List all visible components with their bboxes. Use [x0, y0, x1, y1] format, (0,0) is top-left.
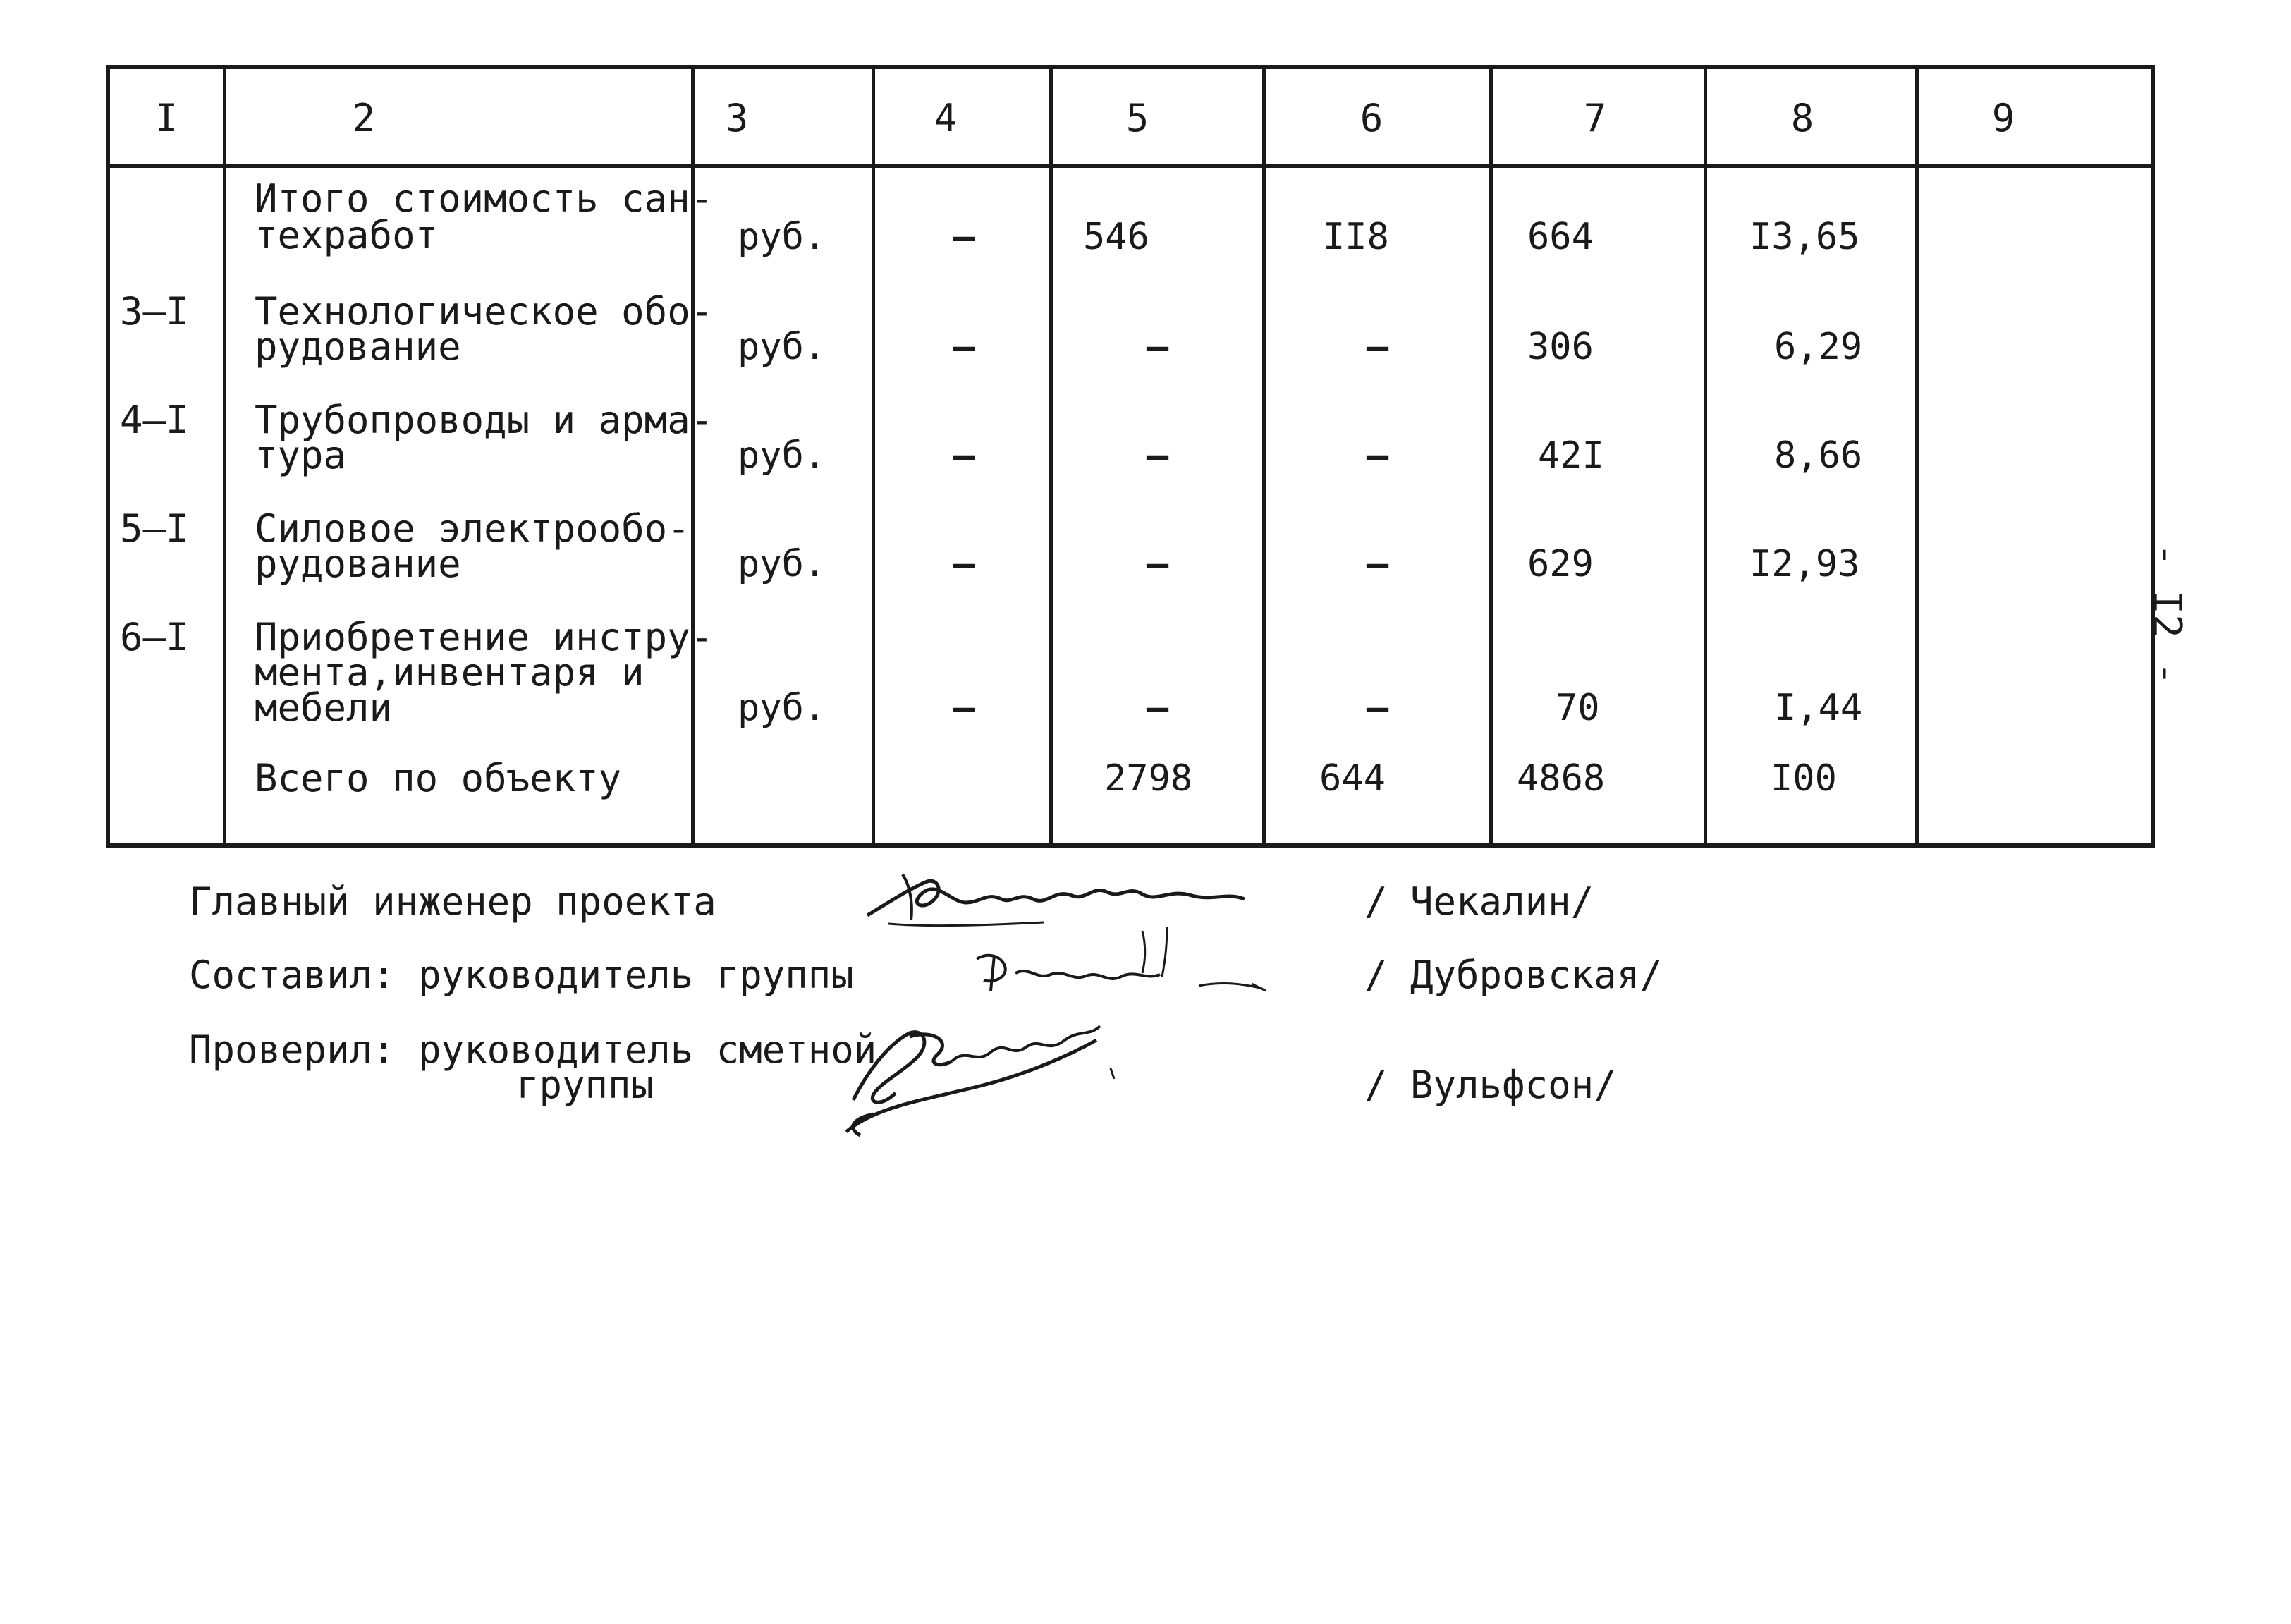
row-col6: – [1366, 687, 1389, 729]
row-col7: 664 [1527, 216, 1594, 258]
col-header-3: 3 [725, 96, 749, 140]
col-header-5: 5 [1125, 96, 1149, 140]
row-col6: II8 [1323, 216, 1389, 258]
row-col4: – [953, 687, 975, 729]
signature-role: Главный инженер проекта [189, 879, 716, 924]
row-code: 4–I [120, 398, 189, 442]
row-col7: 306 [1527, 326, 1594, 368]
row-col8: 6,29 [1774, 326, 1863, 368]
row-col7: 70 [1556, 687, 1600, 729]
row-code: 6–I [120, 615, 189, 659]
row-unit: руб. [738, 326, 826, 368]
row-col8: I,44 [1774, 687, 1863, 729]
signature-role-cont: группы [516, 1063, 654, 1107]
row-col8: 8,66 [1774, 434, 1863, 477]
page-number: - I2 - [2144, 543, 2189, 686]
col-divider [1489, 69, 1493, 843]
col-header-4: 4 [934, 96, 958, 140]
row-name-line: Силовое электрообо- [255, 506, 690, 551]
row-col7: 629 [1527, 543, 1594, 585]
row-name-line: Трубопроводы и арма- [255, 398, 714, 442]
total-col6: 644 [1319, 757, 1386, 800]
row-name-line: Итого стоимость сан- [255, 176, 714, 221]
row-name-line: мебели [255, 685, 393, 730]
col-header-1: I [154, 96, 178, 140]
signature-role: Составил: руководитель группы [189, 953, 854, 997]
total-col8: I00 [1771, 757, 1837, 800]
col-header-9: 9 [1991, 96, 2015, 140]
col-divider [1704, 69, 1707, 843]
row-col5: – [1146, 543, 1169, 585]
total-col7: 4868 [1517, 757, 1606, 800]
row-unit: руб. [738, 543, 826, 585]
col-header-8: 8 [1790, 96, 1814, 140]
row-name-line: рудование [255, 324, 461, 369]
row-code: 3–I [120, 289, 189, 334]
row-col4: – [953, 434, 975, 477]
row-col4: – [953, 216, 975, 258]
row-col5: – [1146, 687, 1169, 729]
cost-table [106, 65, 2155, 848]
total-col5: 2798 [1104, 757, 1193, 800]
row-code: 5–I [120, 506, 189, 551]
row-name-line: техработ [255, 213, 439, 257]
total-label: Всего по объекту [255, 756, 622, 800]
row-col6: – [1366, 326, 1389, 368]
row-unit: руб. [738, 687, 826, 729]
row-col7: 42I [1538, 434, 1604, 477]
row-col5: – [1146, 434, 1169, 477]
row-col5: 546 [1083, 216, 1149, 258]
row-col8: I2,93 [1749, 543, 1860, 585]
row-unit: руб. [738, 434, 826, 477]
row-col6: – [1366, 434, 1389, 477]
signature-role: Проверил: руководитель сметной [189, 1027, 877, 1072]
row-col4: – [953, 543, 975, 585]
row-name-line: мента,инвентаря и [255, 650, 644, 695]
row-col5: – [1146, 326, 1169, 368]
signature-name: / Чекалин/ [1364, 879, 1594, 924]
row-name-line: Технологическое обо- [255, 289, 714, 334]
row-name-line: Приобретение инстру- [255, 615, 714, 659]
col-header-6: 6 [1360, 96, 1383, 140]
row-name-line: рудование [255, 542, 461, 586]
signature-name: / Вульфсон/ [1364, 1063, 1617, 1107]
col-header-7: 7 [1583, 96, 1607, 140]
col-header-2: 2 [352, 96, 376, 140]
col-divider [1915, 69, 1919, 843]
row-col4: – [953, 326, 975, 368]
handwritten-signature [832, 1001, 1128, 1149]
signature-name: / Дубровская/ [1364, 953, 1663, 997]
row-col6: – [1366, 543, 1389, 585]
row-name-line: тура [255, 433, 347, 477]
header-divider [110, 164, 2151, 168]
row-col8: I3,65 [1749, 216, 1860, 258]
col-divider [223, 69, 226, 843]
row-unit: руб. [738, 216, 826, 258]
